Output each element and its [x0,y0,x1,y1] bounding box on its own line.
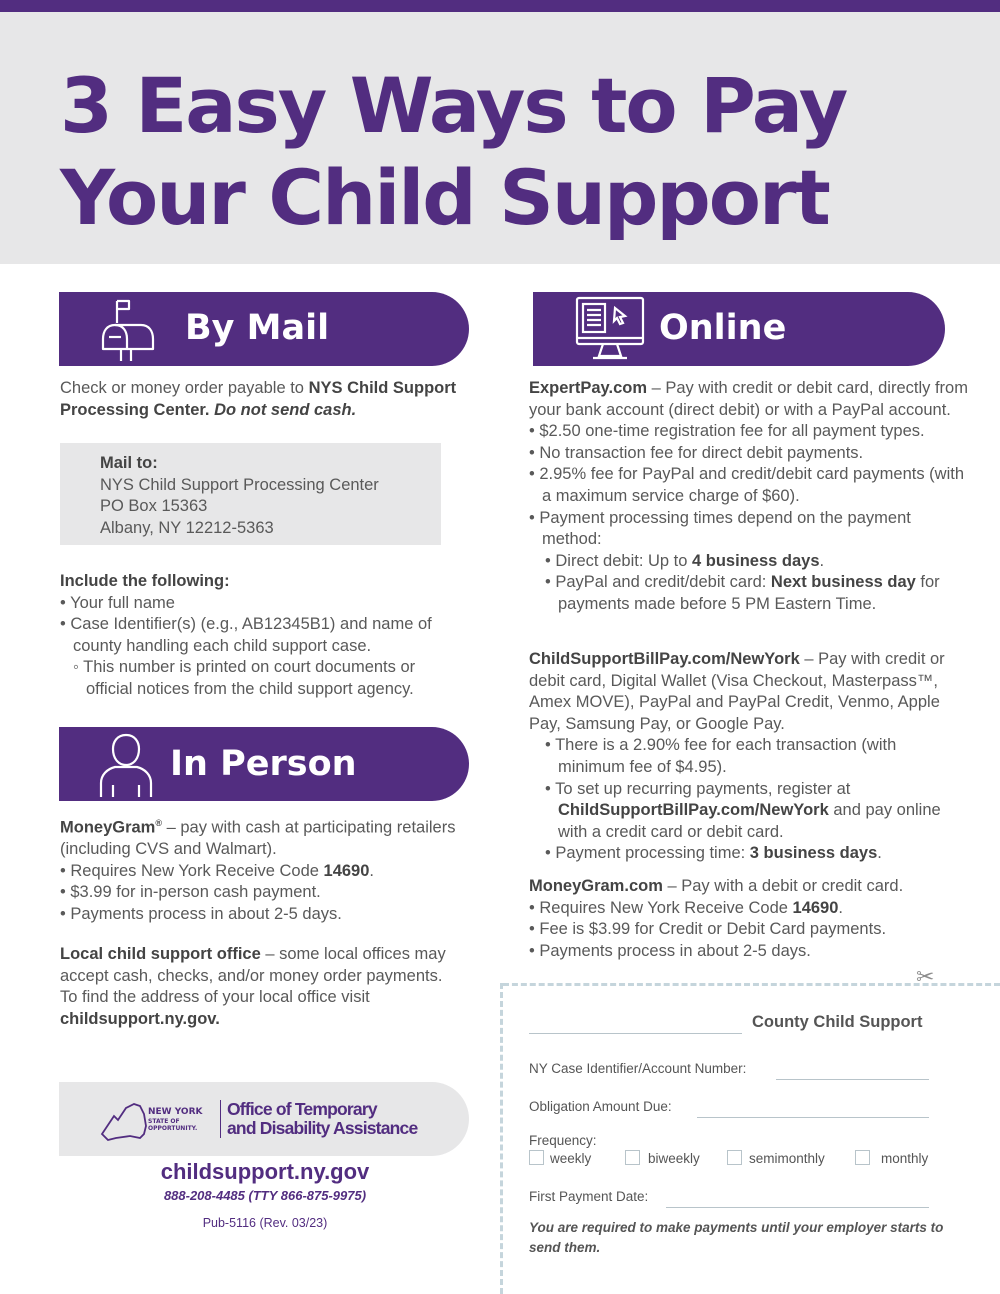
computer-icon [575,296,645,362]
ny-state-logo [100,1100,218,1144]
local-office-link[interactable]: childsupport.ny.gov. [60,1009,220,1028]
person-icon [97,731,155,799]
semimonthly-checkbox[interactable] [727,1150,742,1165]
billpay-link[interactable]: ChildSupportBillPay.com/NewYork [529,650,800,668]
list-item: • $2.50 one-time registration fee for all payment types. [529,422,925,441]
mail-to-label: Mail to: [100,454,158,472]
list-item: • 2.95% fee for PayPal and credit/debit card payments (with a maximum service charge of $60). [529,465,965,505]
first-payment-field[interactable] [666,1207,929,1208]
expertpay-link[interactable]: ExpertPay.com [529,379,647,397]
publication-number: Pub-5116 (Rev. 03/23) [202,1216,328,1230]
mail-address-box [60,443,441,545]
list-item: • To set up recurring payments, register at ChildSupportBillPay.com/NewYork and pay online with a credit card or debit card. [545,779,941,841]
top-accent-bar [0,0,1000,12]
first-payment-label: First Payment Date: [529,1189,649,1204]
amount-due-field[interactable] [697,1117,929,1118]
list-item: • No transaction fee for direct debit payments. [529,443,864,462]
in-person-header [59,727,469,801]
list-item: • Your full name [60,593,175,612]
case-id-label: NY Case Identifier/Account Number: [529,1061,747,1076]
list-item: • Payments process in about 2-5 days. [529,941,811,960]
semimonthly-label: semimonthly [749,1151,825,1166]
amount-due-label: Obligation Amount Due: [529,1099,672,1114]
svg-text:OPPORTUNITY.: OPPORTUNITY. [148,1125,198,1132]
billpay-section: ChildSupportBillPay.com/NewYork – Pay with credit or debit card, Digital Wallet (Visa Checkout, Masterpass™, Amex MOVE), PayPal and PayPal Credit, Venmo, Apple Pay, Samsung Pay, or Google Pay. • There is a 2.90% fee for each transaction (with minimum fee of $4.95). • To set up recurring payments, register at ChildSupportBillPay.com/NewYork and pay online with a credit card or debit card. • Payment processing time: 3 business days. [529,649,959,865]
biweekly-checkbox[interactable] [625,1150,640,1165]
include-label: Include the following: [60,572,230,590]
frequency-label: Frequency: [529,1133,597,1148]
weekly-label: weekly [550,1151,592,1166]
footer-phone: 888-208-4485 (TTY 866-875-9975) [163,1188,367,1203]
list-item: • Fee is $3.99 for Credit or Debit Card payments. [529,920,887,939]
mail-intro: Check or money order payable to NYS Child Support Processing Center. Do not send cash. [60,379,457,419]
biweekly-label: biweekly [648,1151,700,1166]
agency-name: Office of Temporary and Disability Assistance [220,1100,417,1138]
list-item: • Requires New York Receive Code 14690. [60,861,374,880]
online-title: Online [659,308,787,348]
list-subitem: • PayPal and credit/debit card: Next business day for payments made before 5 PM Eastern Time. [545,573,940,613]
address-line: PO Box 15363 [100,497,208,516]
county-name-field[interactable] [529,1033,742,1034]
by-mail-title: By Mail [185,308,330,348]
expertpay-section: ExpertPay.com – Pay with credit or debit card, directly from your bank account (direct debit) or with a PayPal account. • $2.50 one-time registration fee for all payment types. • No transaction fee for direct debit payments. • 2.95% fee for PayPal and credit/debit card payments (with a maximum service charge of $60). • Payment processing times depend on the payment method: • Direct debit: Up to 4 business days. • PayPal and credit/debit card: Next business day for payments made before 5 PM Eastern Time. [529,378,969,616]
footer-website-link[interactable]: childsupport.ny.gov [160,1159,370,1184]
monthly-label: monthly [881,1151,929,1166]
in-person-title: In Person [170,744,357,784]
coupon-cut-line-vertical [500,983,503,1294]
weekly-checkbox[interactable] [529,1150,544,1165]
scissors-icon: ✂ [916,964,935,989]
address-line: NYS Child Support Processing Center [100,475,379,494]
coupon-note: You are required to make payments until your employer starts to send them. [529,1220,944,1255]
moneygram-link[interactable]: MoneyGram.com [529,877,663,895]
page-title: 3 Easy Ways to Pay Your Child Support [60,61,847,242]
hero-banner [0,12,1000,264]
list-item: • Payment processing time: 3 business days. [545,844,882,863]
list-item: • Payments process in about 2-5 days. [60,904,342,923]
list-item: • $3.99 for in-person cash payment. [60,883,321,902]
county-child-support-label: County Child Support [752,1013,923,1031]
address-line: Albany, NY 12212-5363 [100,518,274,537]
case-id-field[interactable] [776,1079,929,1080]
monthly-checkbox[interactable] [855,1150,870,1165]
mail-include-list [60,571,460,701]
list-item: • Payment processing times depend on the payment method: [529,508,911,549]
local-office: Local child support office – some local offices may accept cash, checks, and/or money order payments. To find the address of your local office visit childsupport.ny.gov. [60,945,446,1028]
mailbox-icon [101,297,165,363]
list-item: • Requires New York Receive Code 14690. [529,898,843,917]
list-subitem: ◦ This number is printed on court documents or official notices from the child support agency. [73,658,416,698]
svg-text:NEW YORK: NEW YORK [148,1107,203,1117]
svg-text:STATE OF: STATE OF [148,1118,180,1125]
online-header [533,292,945,366]
list-item: • There is a 2.90% fee for each transaction (with minimum fee of $4.95). [545,736,897,776]
moneygram-online-section: MoneyGram.com – Pay with a debit or credit card. • Requires New York Receive Code 14690. • Fee is $3.99 for Credit or Debit Card payments. • Payments process in about 2-5 days. [529,876,959,962]
list-subitem: • Direct debit: Up to 4 business days. [545,551,825,570]
by-mail-header [59,292,469,366]
list-item: • Case Identifier(s) (e.g., AB12345B1) and name of county handling each child support case. [60,615,432,655]
moneygram-in-person: MoneyGram® – pay with cash at participating retailers (including CVS and Walmart). • Requires New York Receive Code 14690. • $3.99 for in-person cash payment. • Payments process in about 2-5 days. [60,813,460,925]
